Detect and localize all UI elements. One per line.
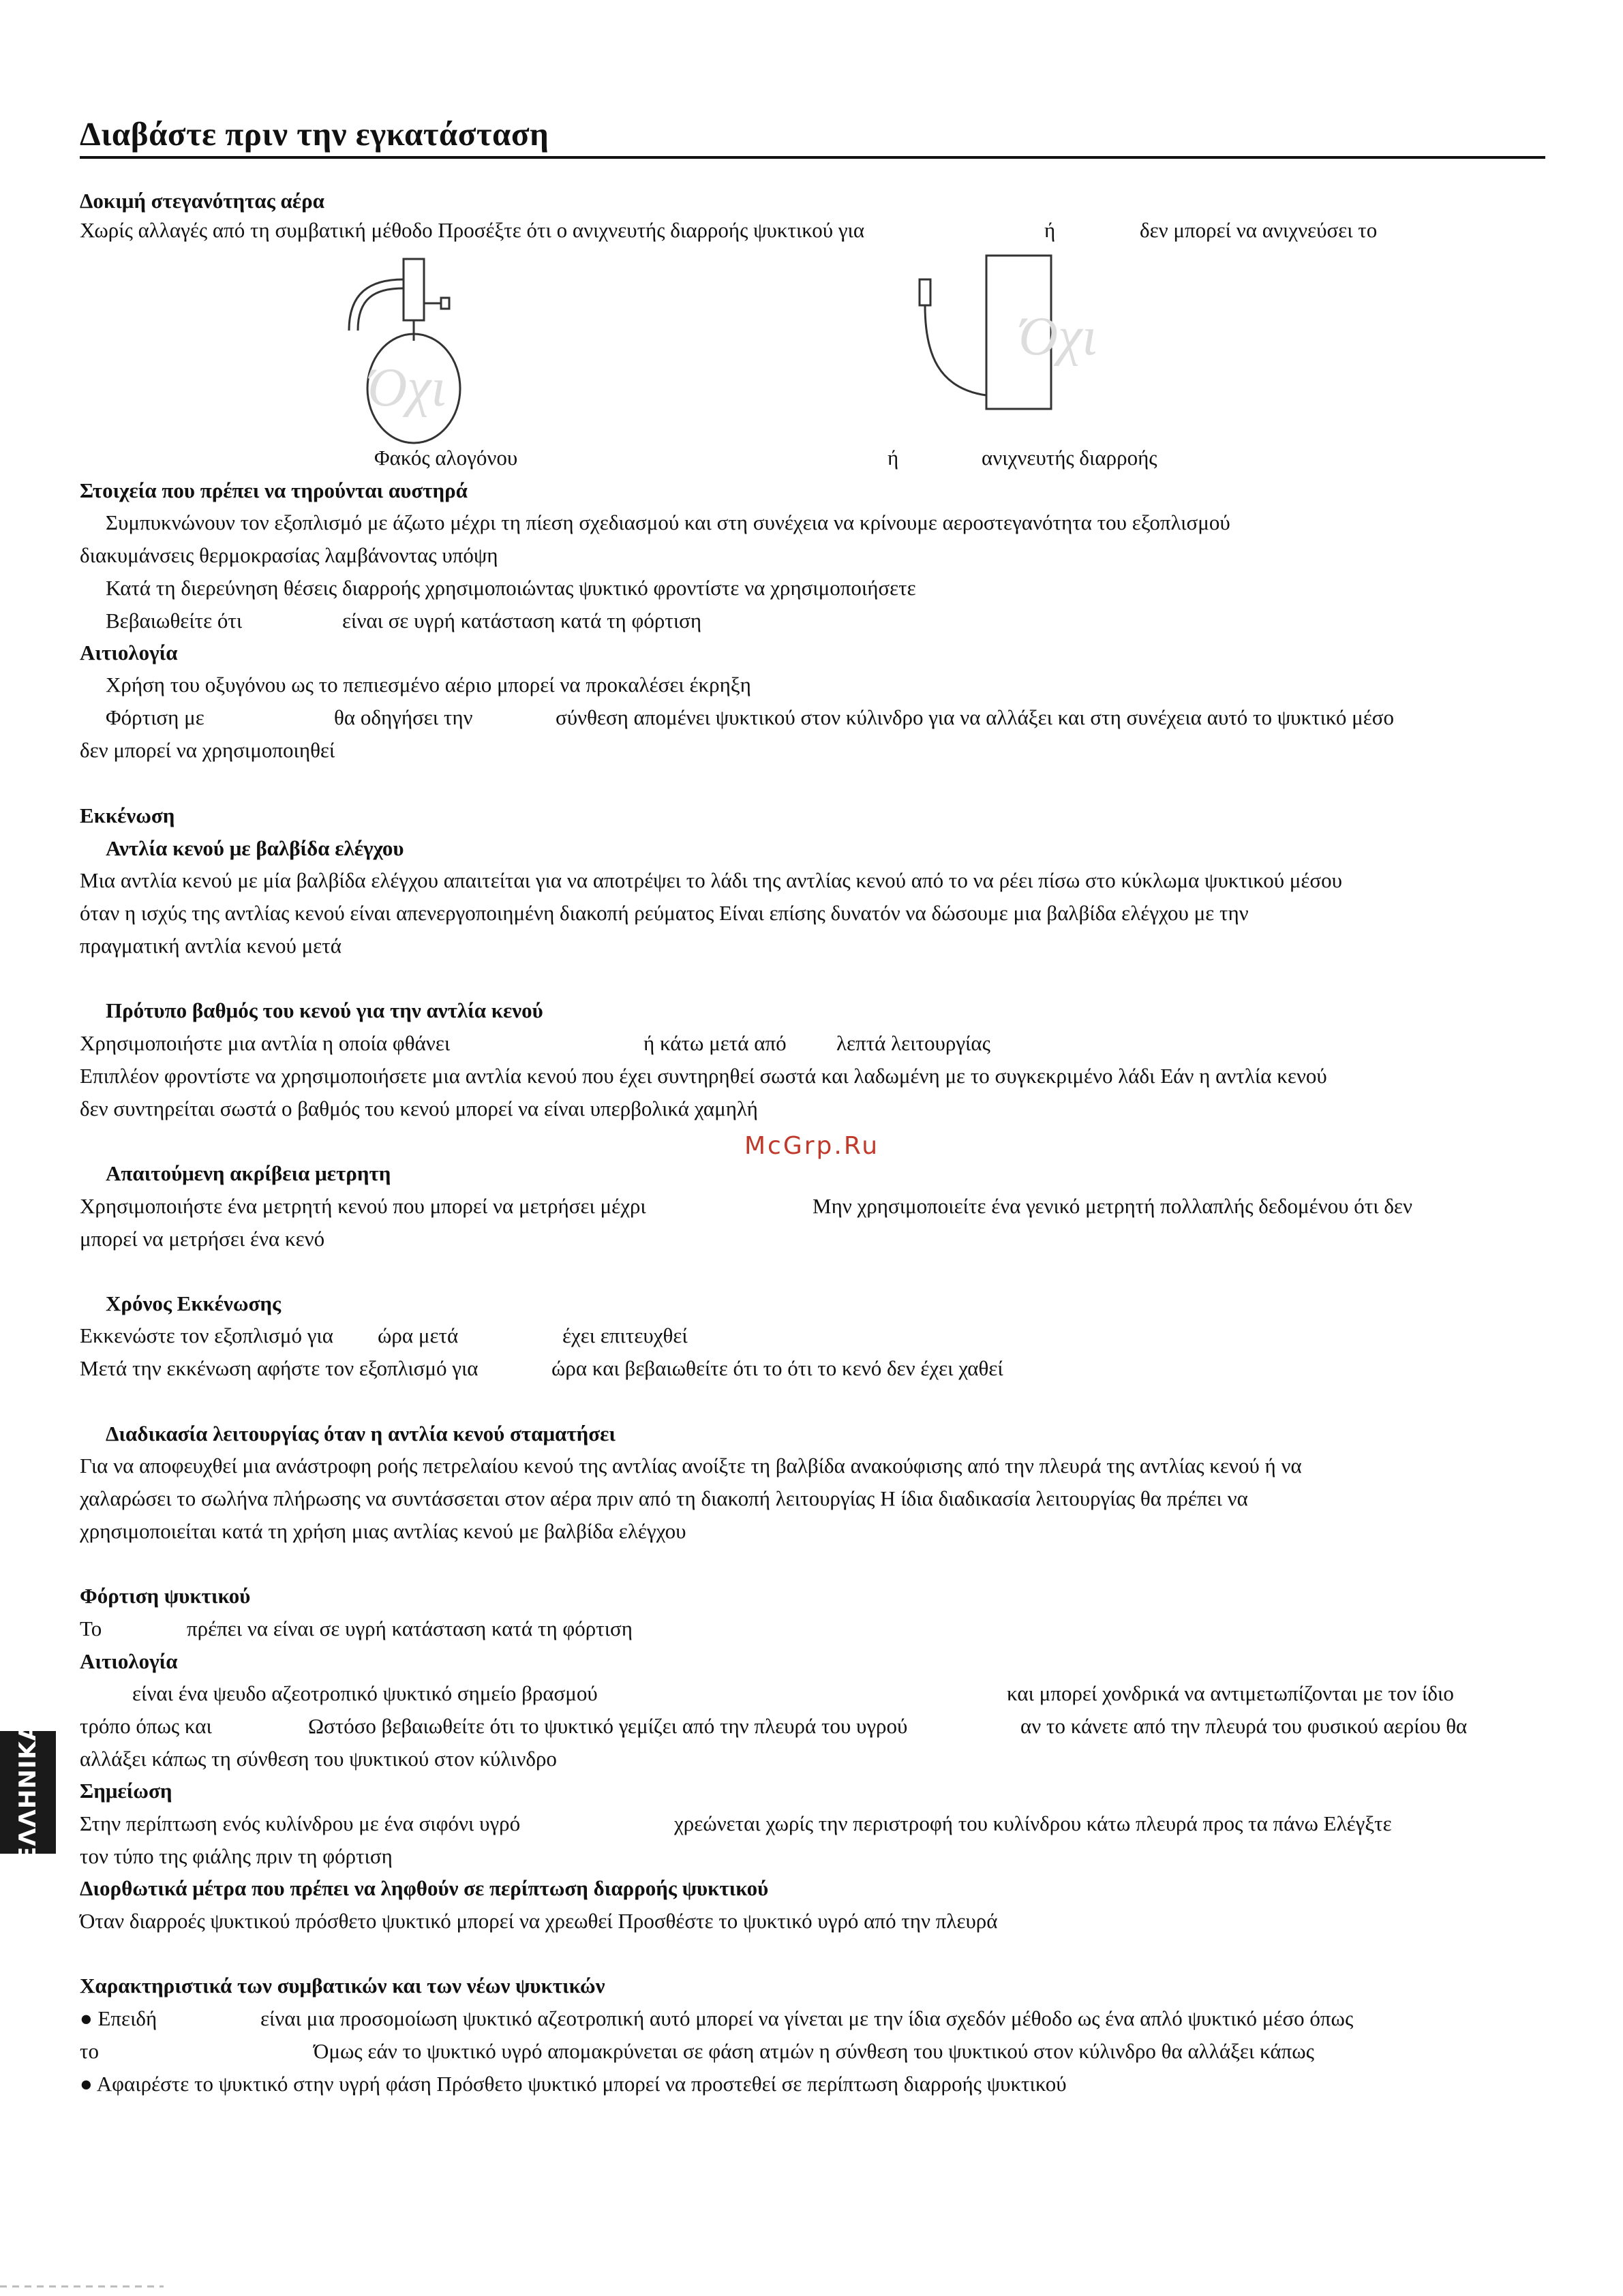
features-line-2a: το <box>80 2039 99 2063</box>
evac-p4-line1c: έχει επιτευχθεί <box>562 1323 688 1347</box>
strict-text-2: διακυμάνσεις θερμοκρασίας λαμβάνοντας υπόψη <box>80 543 498 567</box>
strict-text-4a: Βεβαιωθείτε ότι <box>106 609 243 632</box>
section-heading-air-test: Δοκιμή στεγανότητας αέρα <box>80 189 324 213</box>
strict-text-4b: είναι σε υγρή κατάσταση κατά τη φόρτιση <box>342 609 702 632</box>
charge-reason-2a: τρόπο όπως και <box>80 1714 212 1738</box>
strict-text-1: Συμπυκνώνουν τον εξοπλισμό με άζωτο μέχρι τη πίεση σχεδιασμού και στη συνέχεια να κρίνουμε αεροστεγανότητα του εξοπλισμού <box>106 510 1230 534</box>
language-tab-label: ΕΛΛΗΝΙΚΑ <box>14 1721 42 1863</box>
evac-p3-line1b: Μην χρησιμοποιείτε ένα γενικό μετρητή πολλαπλής δεδομένου ότι δεν <box>813 1194 1412 1218</box>
charge-reason-1a: είναι ένα ψευδο αζεοτροπικό ψυκτικό σημείο βρασμού <box>132 1681 598 1705</box>
section-heading-charging: Φόρτιση ψυκτικού <box>80 1584 251 1608</box>
evac-p4-line1a: Εκκενώστε τον εξοπλισμό για <box>80 1323 333 1347</box>
leak-detector-figure <box>898 252 1157 416</box>
evac-p2-line1b: ή κάτω μετά από <box>643 1031 787 1055</box>
halogen-lamp-figure <box>346 252 523 457</box>
subheading-gauge-accuracy: Απαιτούμενη ακρίβεια μετρητη <box>106 1161 391 1185</box>
charge-note-1a: Στην περίπτωση ενός κυλίνδρου με ένα σιφόνι υγρό <box>80 1811 521 1835</box>
evac-p2-line1c: λεπτά λειτουργίας <box>836 1031 990 1055</box>
air-test-text-a: Χωρίς αλλαγές από τη συμβατική μέθοδο Προσέξτε ότι ο ανιχνευτής διαρροής ψυκτικού για <box>80 218 865 242</box>
evac-p4-line2a: Μετά την εκκένωση αφήστε τον εξοπλισμό για <box>80 1356 479 1380</box>
site-watermark: McGrp.Ru <box>744 1132 880 1160</box>
evac-p1-line3: πραγματική αντλία κενού μετά <box>80 934 342 958</box>
evac-p4-line1b: ώρα μετά <box>378 1323 459 1347</box>
air-test-text-b: ή <box>1044 218 1056 242</box>
section-heading-reason-2: Αιτιολογία <box>80 1649 178 1673</box>
air-test-text-c: δεν μπορεί να ανιχνεύσει το <box>1140 218 1378 242</box>
strict-text-3: Κατά τη διερεύνηση θέσεις διαρροής χρησιμοποιώντας ψυκτικό φροντίστε να χρησιμοποιήσετε <box>106 576 916 600</box>
evac-p1-line1: Μια αντλία κενού με μία βαλβίδα ελέγχου απαιτείται για να αποτρέψει το λάδι της αντλίας κενού από το να ρέει πίσω στο κύκλωμα ψυκτικού μέσου <box>80 868 1342 892</box>
charge-note-2: τον τύπο της φιάλης πριν τη φόρτιση <box>80 1844 393 1868</box>
evac-p5-line1: Για να αποφευχθεί μια ανάστροφη ροής πετρελαίου κενού της αντλίας ανοίξτε τη βαλβίδα ανακούφισης από την πλευρά της αντλίας κενού ή να <box>80 1454 1302 1478</box>
section-heading-features: Χαρακτηριστικά των συμβατικών και των νέων ψυκτικών <box>80 1974 605 1997</box>
charge-reason-2c: αν το κάνετε από την πλευρά του φυσικού αερίου θα <box>1020 1714 1468 1738</box>
charge-text-1a: Το <box>80 1617 102 1640</box>
caption-halogen: Φακός αλογόνου <box>374 446 518 470</box>
subheading-evacuation-time: Χρόνος Εκκένωσης <box>106 1291 282 1315</box>
reason1-text-1: Χρήση του οξυγόνου ως το πεπιεσμένο αέριο μπορεί να προκαλέσει έκρηξη <box>106 673 751 697</box>
language-tab <box>0 1721 56 1863</box>
page-title: Διαβάστε πριν την εγκατάσταση <box>80 115 549 153</box>
evac-p5-line2: χαλαρώσει το σωλήνα πλήρωσης να συντάσσεται στον αέρα πριν από τη διακοπή λειτουργίας Η ίδια διαδικασία λειτουργίας θα πρέπει να <box>80 1486 1248 1510</box>
evac-p2-line1a: Χρησιμοποιήστε μια αντλία η οποία φθάνει <box>80 1031 451 1055</box>
evac-p2-line2: Επιπλέον φροντίστε να χρησιμοποιήσετε μια αντλία κενού που έχει συντηρηθεί σωστά και λαδωμένη με το συγκεκριμένο λάδι Εάν η αντλία κενού <box>80 1064 1327 1088</box>
charge-fix-1: Όταν διαρροές ψυκτικού πρόσθετο ψυκτικό μπορεί να χρεωθεί Προσθέστε το ψυκτικό υγρό από την πλευρά <box>80 1909 998 1933</box>
evac-p2-line3: δεν συντηρείται σωστά ο βαθμός του κενού μπορεί να είναι υπερβολικά χαμηλή <box>80 1097 758 1120</box>
section-heading-leak-fix: Διορθωτικά μέτρα που πρέπει να ληφθούν σε περίπτωση διαρροής ψυκτικού <box>80 1876 769 1900</box>
caption-leak-detector: ανιχνευτής διαρροής <box>982 446 1157 470</box>
charge-text-1b: πρέπει να είναι σε υγρή κατάσταση κατά τη φόρτιση <box>187 1617 633 1640</box>
reason1-text-2a: Φόρτιση με <box>106 705 204 729</box>
print-marks <box>0 2284 164 2289</box>
features-bullet-1a: ● Επειδή <box>80 2006 157 2030</box>
features-line-2b: Όμως εάν το ψυκτικό υγρό απομακρύνεται σε φάση ατμών η σύνθεση του ψυκτικού στον κύλινδρο θα αλλάξει κάπως <box>314 2039 1314 2063</box>
section-heading-reason-1: Αιτιολογία <box>80 641 178 664</box>
reason1-text-3: δεν μπορεί να χρησιμοποιηθεί <box>80 738 335 762</box>
no-watermark-left: Όχι <box>367 358 446 418</box>
no-watermark-right: Όχι <box>1018 307 1097 367</box>
evac-p3-line1a: Χρησιμοποιήστε ένα μετρητή κενού που μπορεί να μετρήσει μέχρι <box>80 1194 646 1218</box>
charge-reason-2b: Ωστόσο βεβαιωθείτε ότι το ψυκτικό γεμίζει από την πλευρά του υγρού <box>308 1714 908 1738</box>
section-heading-strict: Στοιχεία που πρέπει να τηρούνται αυστηρά <box>80 478 468 502</box>
subheading-vacuum-standard: Πρότυπο βαθμός του κενού για την αντλία κενού <box>106 998 543 1022</box>
features-bullet-1b: είναι μια προσομοίωση ψυκτικό αζεοτροπική αυτό μπορεί να γίνεται με την ίδια σχεδόν μέθοδο ως ένα απλό ψυκτικό μέσο όπως <box>260 2006 1354 2030</box>
features-bullet-3: ● Αφαιρέστε το ψυκτικό στην υγρή φάση Πρόσθετο ψυκτικό μπορεί να προστεθεί σε περίπτωση διαρροής ψυκτικού <box>80 2072 1067 2096</box>
reason1-text-2b: θα οδηγήσει την <box>334 705 473 729</box>
caption-or: ή <box>888 446 899 470</box>
charge-reason-1b: και μπορεί χονδρικά να αντιμετωπίζονται με τον ίδιο <box>1007 1681 1454 1705</box>
subheading-pump-stop-procedure: Διαδικασία λειτουργίας όταν η αντλία κενού σταματήσει <box>106 1422 616 1445</box>
evac-p4-line2b: ώρα και βεβαιωθείτε ότι το ότι το κενό δεν έχει χαθεί <box>551 1356 1003 1380</box>
charge-note-1b: χρεώνεται χωρίς την περιστροφή του κυλίνδρου κάτω πλευρά προς τα πάνω Ελέγξτε <box>674 1811 1392 1835</box>
reason1-text-2c: σύνθεση απομένει ψυκτικού στον κύλινδρο για να αλλάξει και στη συνέχεια αυτό το ψυκτικό μέσο <box>556 705 1394 729</box>
section-heading-evacuation: Εκκένωση <box>80 803 175 827</box>
evac-p3-line2: μπορεί να μετρήσει ένα κενό <box>80 1227 325 1251</box>
evac-p5-line3: χρησιμοποιείται κατά τη χρήση μιας αντλίας κενού με βαλβίδα ελέγχου <box>80 1519 686 1543</box>
evac-p1-line2: όταν η ισχύς της αντλίας κενού είναι απενεργοποιημένη διακοπή ρεύματος Είναι επίσης δυνατόν να δώσουμε μια βαλβίδα ελέγχου με την <box>80 901 1249 925</box>
charge-reason-3: αλλάξει κάπως τη σύνθεση του ψυκτικού στον κύλινδρο <box>80 1747 557 1771</box>
section-heading-note: Σημείωση <box>80 1779 172 1803</box>
subheading-check-valve-pump: Αντλία κενού με βαλβίδα ελέγχου <box>106 836 404 860</box>
title-rule <box>80 156 1545 159</box>
